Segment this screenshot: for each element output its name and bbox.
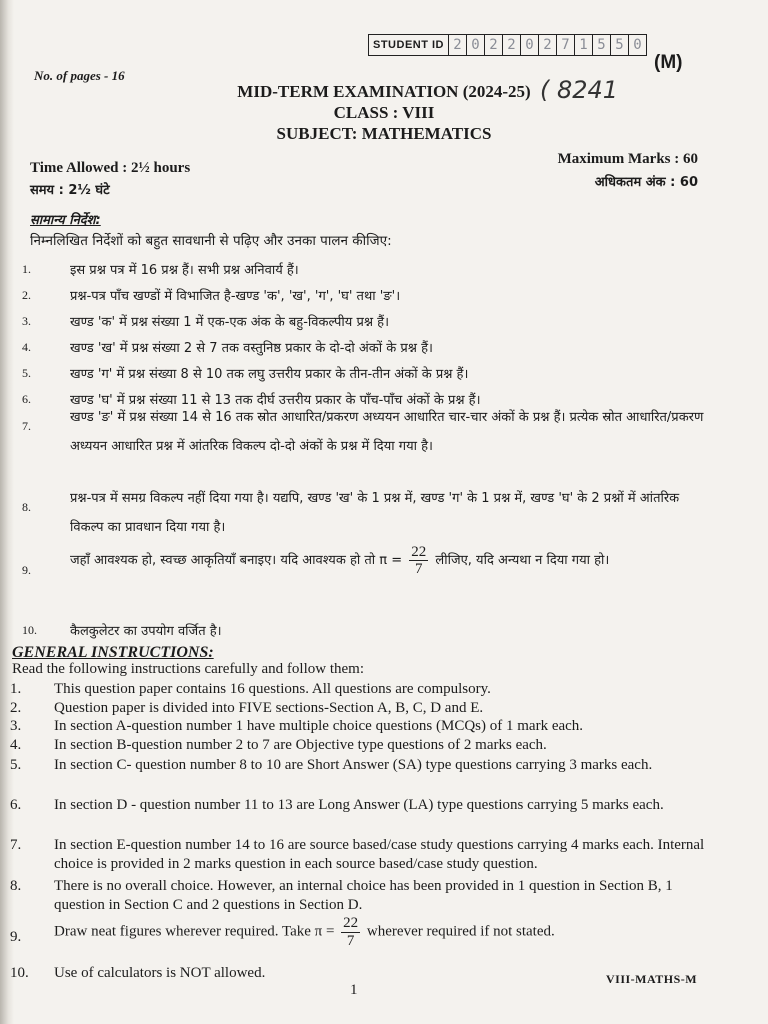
- item-text: In section A-question number 1 have multiple choice questions (MCQs) of 1 mark each.: [54, 718, 584, 734]
- student-id-digit: 0: [520, 35, 538, 55]
- hindi-instructions-heading: सामान्य निर्देश:: [30, 213, 101, 228]
- item-text: खण्ड 'ग' में प्रश्न संख्या 8 से 10 तक लघु उत्तरीय प्रकार के तीन-तीन अंकों के प्रश्न हैं।: [70, 367, 469, 382]
- general-instruction-item: [10, 699, 720, 718]
- item-text: In section E-question number 14 to 16 are source based/case study questions carrying 4 marks each. Internal choice is provided in 2 marks question in each source based/case study question.: [54, 837, 705, 872]
- item-number: 2.: [10, 700, 22, 716]
- paper-set: (M): [654, 52, 683, 73]
- item-number: 2.: [22, 288, 31, 302]
- item-text-part: wherever required if not stated.: [366, 923, 555, 940]
- item-text: Question paper is divided into FIVE sections-Section A, B, C, D and E.: [54, 700, 484, 716]
- time-allowed: Time Allowed : 2½ hours: [30, 160, 191, 176]
- item-text: खण्ड 'ख' में प्रश्न संख्या 2 से 7 तक वस्तुनिष्ठ प्रकार के दो-दो अंकों के प्रश्न हैं।: [70, 341, 433, 356]
- item-text: इस प्रश्न पत्र में 16 प्रश्न हैं। सभी प्रश्न अनिवार्य हैं।: [70, 263, 299, 278]
- student-id-digits: [448, 35, 646, 55]
- general-instruction-item: [10, 717, 720, 736]
- item-number: 1.: [10, 681, 22, 697]
- hindi-instruction-item: [22, 364, 708, 382]
- item-number: 8.: [10, 878, 22, 894]
- item-number: 3.: [10, 718, 22, 734]
- general-instruction-item: [10, 680, 720, 699]
- hindi-instruction-item: [22, 312, 708, 330]
- student-id-digit: 7: [556, 35, 574, 55]
- item-text: Use of calculators is NOT allowed.: [54, 965, 266, 981]
- hindi-instruction-item: [22, 338, 708, 356]
- item-number: 10.: [22, 623, 37, 637]
- maximum-marks-hindi: अधिकतम अंक : 60: [594, 175, 698, 190]
- item-number: 4.: [10, 737, 22, 753]
- item-number: 6.: [10, 797, 22, 813]
- item-number: 4.: [22, 340, 31, 354]
- item-text: प्रश्न-पत्र में समग्र विकल्प नहीं दिया गया है। यद्यपि, खण्ड 'ख' के 1 प्रश्न में, खण्ड 'ग' के 1 प्रश्न में, खण्ड 'घ' के 2 प्रश्नों में आंतरिक विकल्प का प्रावधान दिया गया है।: [70, 491, 680, 535]
- item-number: 5.: [22, 366, 31, 380]
- general-instruction-item: [10, 756, 720, 775]
- item-number: 6.: [22, 392, 31, 406]
- item-number: 7.: [10, 837, 22, 853]
- general-instruction-item: [10, 915, 720, 949]
- fraction-denominator: 7: [415, 561, 423, 577]
- hindi-instruction-item: [22, 484, 708, 542]
- student-id-label: STUDENT ID: [373, 39, 444, 51]
- item-number: 5.: [10, 757, 22, 773]
- item-number: 8.: [22, 500, 31, 514]
- time-allowed-hindi: समय : 2½ घंटे: [30, 183, 110, 198]
- item-text-part: लीजिए, यदि अन्यथा न दिया गया हो।: [435, 553, 610, 568]
- page-number: 1: [350, 982, 358, 998]
- hindi-instruction-item: [22, 621, 708, 639]
- item-text-part: जहाँ आवश्यक हो, स्वच्छ आकृतियाँ बनाइए। यदि आवश्यक हो तो π =: [70, 553, 403, 568]
- item-text: There is no overall choice. However, an internal choice has been provided in 1 question in Section B, 1 question in Section C and 2 questions in Section D.: [54, 878, 673, 913]
- student-id-digit: 2: [448, 35, 466, 55]
- item-text: खण्ड 'ङ' में प्रश्न संख्या 14 से 16 तक स्रोत आधारित/प्रकरण अध्ययन आधारित चार-चार अंकों के प्रश्न हैं। प्रत्येक स्रोत आधारित/प्रकरण अध्ययन आधारित प्रश्न में आंतरिक विकल्प दो-दो अंकों के प्रश्न में दिया गया है।: [70, 410, 704, 454]
- student-id-digit: 0: [466, 35, 484, 55]
- student-id-digit: 5: [592, 35, 610, 55]
- student-id-digit: 2: [538, 35, 556, 55]
- student-id-digit: 1: [574, 35, 592, 55]
- item-text: [70, 541, 708, 581]
- fraction-denominator: 7: [346, 932, 355, 949]
- student-id-digit: 2: [502, 35, 520, 55]
- hindi-instructions-intro: निम्नलिखित निर्देशों को बहुत सावधानी से पढ़िए और उनका पालन कीजिए:: [30, 233, 392, 249]
- item-text: प्रश्न-पत्र पाँच खण्डों में विभाजित है-खण्ड 'क', 'ख', 'ग', 'घ' तथा 'ङ'।: [70, 289, 401, 304]
- handwritten-number: ( 8241: [540, 76, 619, 104]
- exam-title: MID-TERM EXAMINATION (2024-25): [237, 82, 531, 101]
- hindi-instruction-item: [22, 260, 708, 278]
- item-number: 10.: [10, 965, 29, 981]
- item-text: In section B-question number 2 to 7 are Objective type questions of 2 marks each.: [54, 737, 547, 753]
- no-of-pages: No. of pages - 16: [34, 68, 125, 83]
- paper-code: VIII-MATHS-M: [606, 972, 698, 986]
- item-number: 9.: [10, 929, 22, 945]
- item-number: 7.: [22, 419, 31, 433]
- student-id-digit: 5: [610, 35, 628, 55]
- pi-fraction: [341, 915, 360, 949]
- student-id-digit: 2: [484, 35, 502, 55]
- fraction-numerator: 22: [343, 915, 359, 931]
- item-text: This question paper contains 16 questions. All questions are compulsory.: [54, 681, 491, 697]
- maximum-marks: Maximum Marks : 60: [557, 151, 698, 167]
- item-text: In section D - question number 11 to 13 are Long Answer (LA) type questions carrying 5 marks each.: [54, 797, 664, 813]
- student-id-digit: 0: [628, 35, 646, 55]
- item-number: 9.: [22, 563, 31, 577]
- item-text: कैलकुलेटर का उपयोग वर्जित है।: [70, 624, 222, 639]
- item-text: खण्ड 'क' में प्रश्न संख्या 1 में एक-एक अंक के बहु-विकल्पीय प्रश्न हैं।: [70, 315, 390, 330]
- subject-title: SUBJECT: MATHEMATICS: [276, 124, 492, 143]
- general-instruction-item: [10, 877, 720, 915]
- fraction-numerator: 22: [411, 543, 427, 560]
- student-id-box: [368, 34, 647, 56]
- general-instruction-item: [10, 736, 720, 755]
- general-instructions-intro: Read the following instructions carefully and follow them:: [12, 661, 365, 677]
- hindi-instruction-item: [22, 403, 708, 461]
- item-text: In section C- question number 8 to 10 are Short Answer (SA) type questions carrying 3 marks each.: [54, 757, 653, 773]
- item-text-part: Draw neat figures wherever required. Take π =: [54, 923, 335, 940]
- hindi-instruction-item: [22, 286, 708, 304]
- hindi-instruction-item: [22, 541, 708, 581]
- general-instruction-item: [10, 836, 720, 874]
- pi-fraction: [409, 544, 428, 578]
- item-text: खण्ड 'घ' में प्रश्न संख्या 11 से 13 तक दीर्घ उत्तरीय प्रकार के पाँच-पाँच अंकों के प्रश्न हैं।: [70, 393, 481, 408]
- class-title: CLASS : VIII: [333, 103, 435, 122]
- item-number: 1.: [22, 262, 31, 276]
- item-number: 3.: [22, 314, 31, 328]
- item-text: [54, 915, 720, 949]
- general-instruction-item: [10, 796, 720, 815]
- general-instructions-heading: GENERAL INSTRUCTIONS:: [12, 644, 214, 661]
